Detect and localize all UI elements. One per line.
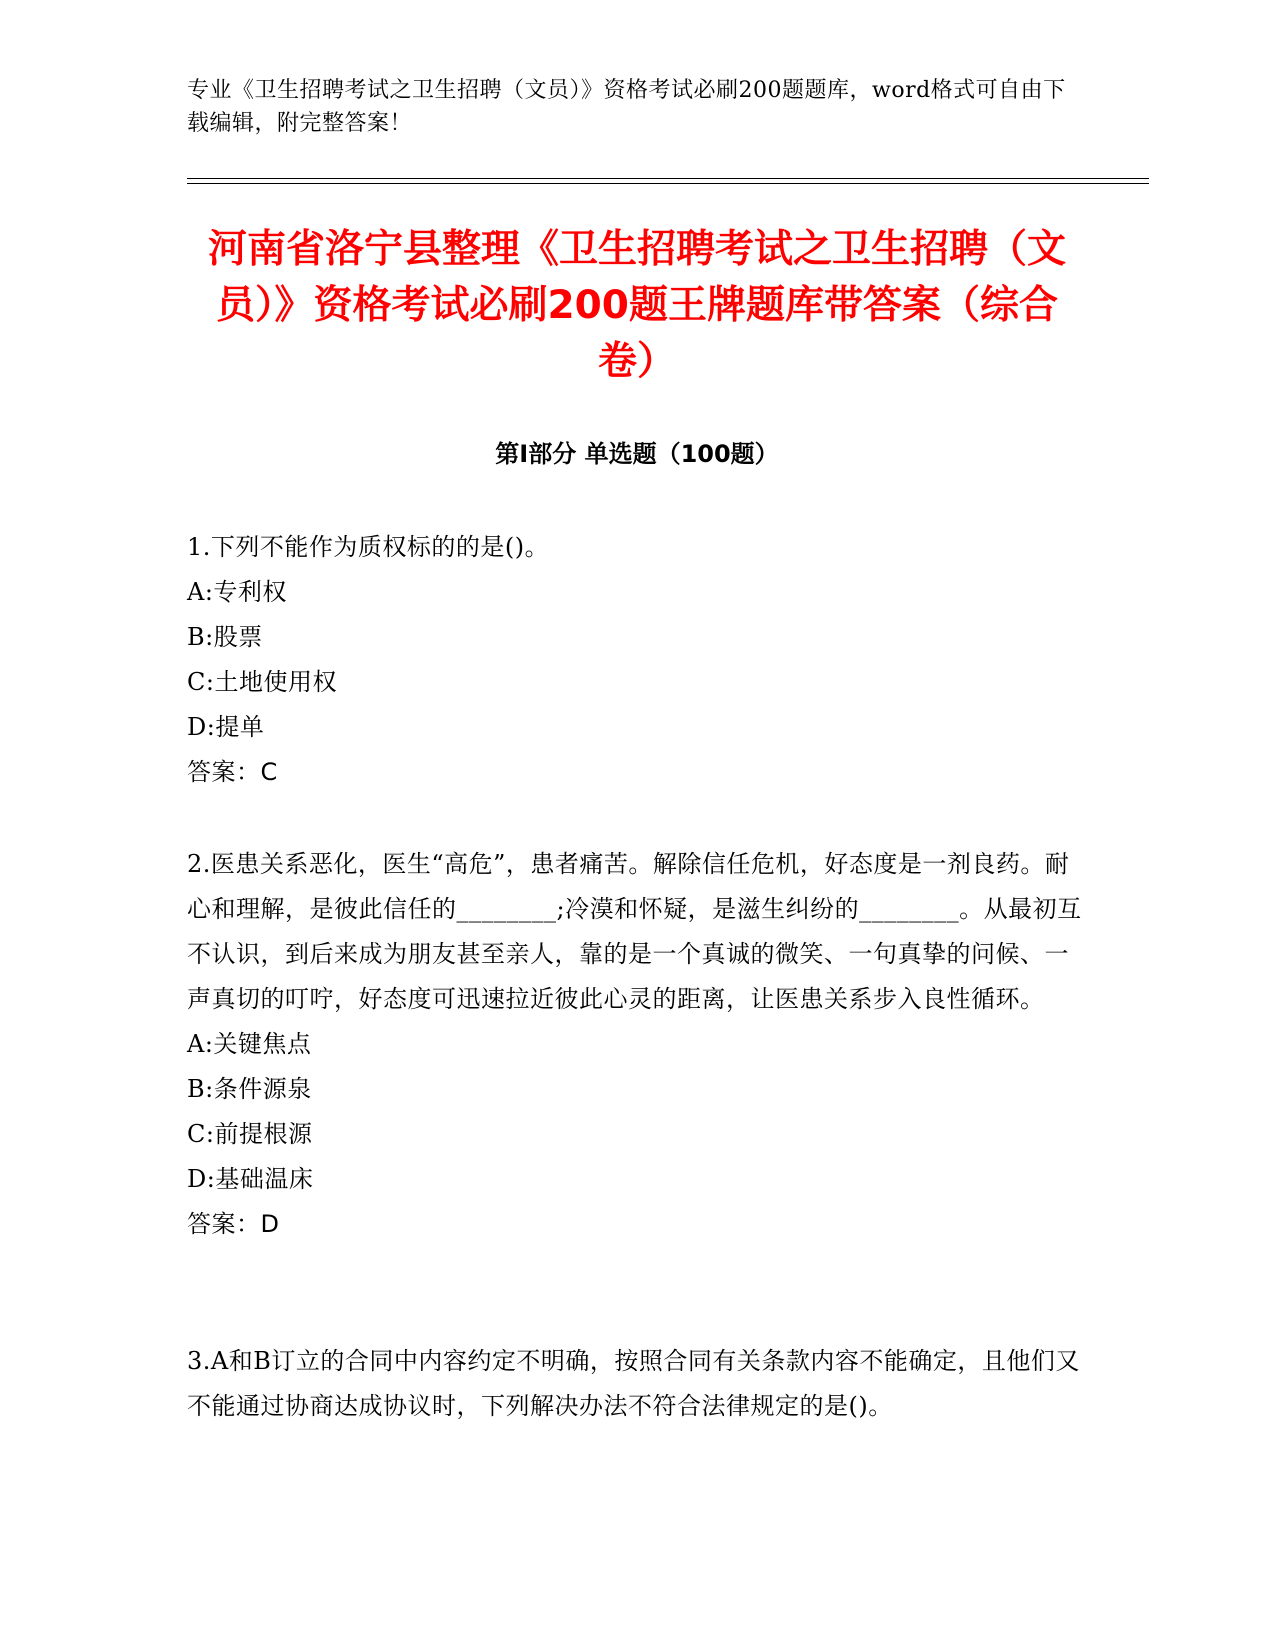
page-title: 河南省洛宁县整理《卫生招聘考试之卫生招聘（文员）》资格考试必刷200题王牌题库带答案（综合卷） bbox=[207, 227, 1066, 384]
answer: 答案：C bbox=[187, 758, 278, 786]
answer: 答案：D bbox=[187, 1210, 280, 1238]
option-b: B:条件源泉 bbox=[187, 1075, 312, 1103]
question-3 bbox=[187, 1339, 1087, 1429]
option-c: C:前提根源 bbox=[187, 1120, 313, 1148]
question-stem: 1.下列不能作为质权标的的是()。 bbox=[187, 533, 550, 561]
header-divider-top bbox=[187, 178, 1149, 179]
option-c: C:土地使用权 bbox=[187, 668, 337, 696]
option-d: D:基础温床 bbox=[187, 1165, 314, 1193]
question-stem: 2.医患关系恶化，医生“高危”，患者痛苦。解除信任危机，好态度是一剂良药。耐心和理解，是彼此信任的________;冷漠和怀疑，是滋生纠纷的________。从最初互不认识，到后来成为朋友甚至亲人，靠的是一个真诚的微笑、一句真挚的问候、一声真切的叮咛，好态度可迅速拉近彼此心灵的距离，让医患关系步入良性循环。 bbox=[187, 850, 1082, 1013]
option-d: D:提单 bbox=[187, 713, 265, 741]
section-title: 第Ⅰ部分 单选题（100题） bbox=[495, 440, 779, 468]
question-1 bbox=[187, 525, 1087, 795]
option-b: B:股票 bbox=[187, 623, 263, 651]
option-a: A:关键焦点 bbox=[187, 1030, 312, 1058]
option-a: A:专利权 bbox=[187, 578, 287, 606]
header-divider-bottom bbox=[187, 183, 1149, 184]
question-stem: 3.A和B订立的合同中内容约定不明确，按照合同有关条款内容不能确定，且他们又不能通过协商达成协议时，下列解决办法不符合法律规定的是()。 bbox=[187, 1347, 1080, 1420]
header-note: 专业《卫生招聘考试之卫生招聘（文员）》资格考试必刷200题题库，word格式可自由下载编辑，附完整答案！ bbox=[187, 78, 1066, 136]
question-2 bbox=[187, 842, 1087, 1247]
